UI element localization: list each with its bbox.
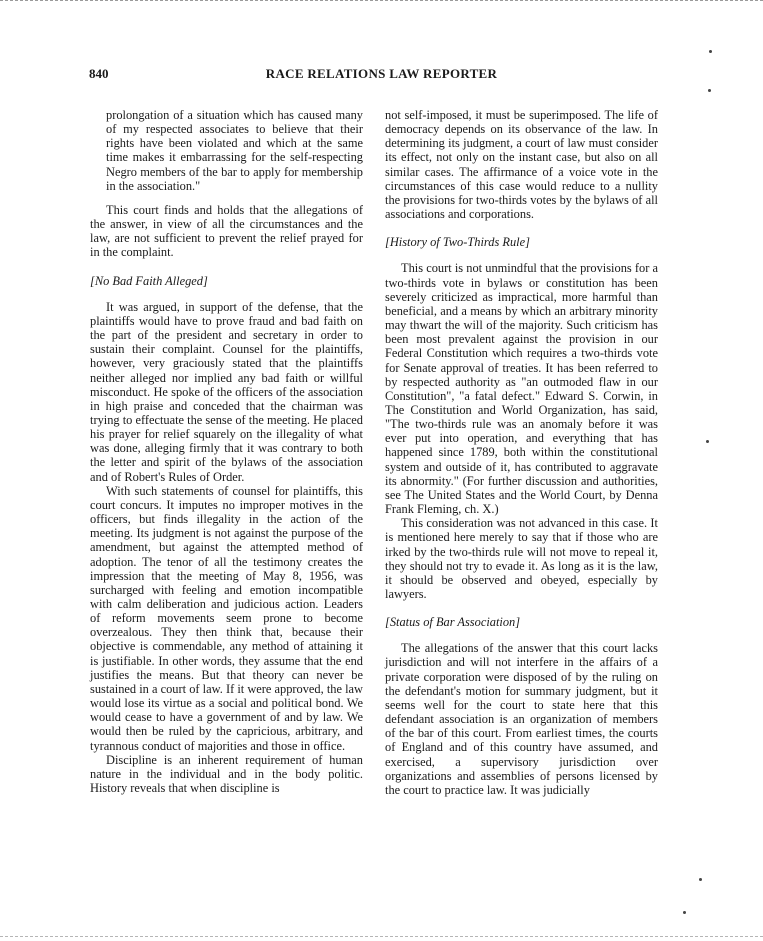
paragraph: Discipline is an inherent requirement of human nature in the individual and in the body politic. History reveals that when discipline is	[90, 752, 363, 796]
scan-speck	[683, 911, 686, 914]
scan-speck	[706, 440, 709, 443]
left-column	[90, 108, 363, 795]
page-number: 840	[89, 66, 109, 81]
top-scan-edge	[0, 0, 763, 4]
running-head: RACE RELATIONS LAW REPORTER	[265, 66, 498, 81]
paragraph: With such statements of counsel for plaintiffs, this court concurs. It imputes no improper motives in the officers, but finds illegality in the action of the meeting. Its judgment is not against the purpose of the amendment, but against the attempted method of adoption. The tenor of all the testimony creates the impression that the meeting of May 8, 1956, was surcharged with feeling and emotion incompatible with calm deliberation and judicious action. Leaders of reform movements seem prone to become overzealous. They then think that, because their objective is commendable, any method of attaining it is justifiable. In other words, they assume that the end justifies the means. But that theory can never be sustained in a court of law. If it were approved, the law would lose its virtue as a social and political bond. We would cease to have a government of and by law. We would then be ruled by the capricious, arbitrary, and tyrannous conduct of majorities and those in office.	[90, 483, 363, 753]
section-heading: [History of Two-Thirds Rule]	[385, 235, 530, 250]
scan-speck	[699, 878, 702, 881]
block-quote: prolongation of a situation which has caused many of my respected associates to believe that their rights have been violated and which at the same time makes it embarrassing for the self-respecting Negro members of the bar to apply for membership in the association."	[106, 108, 363, 193]
paragraph: This consideration was not advanced in this case. It is mentioned here merely to say that if those who are irked by the two-thirds rule will not move to repeal it, they should not try to evade it. As long as it is the law, it should be observed and obeyed, especially by lawyers.	[385, 516, 658, 601]
paragraph: It was argued, in support of the defense, that the plaintiffs would have to prove fraud and bad faith on the part of the president and secretary in order to sustain their complaint. Counsel for the plaintiffs, however, very graciously stated that the plaintiffs neither alleged nor implied any bad faith or willful misconduct. He spoke of the officers of the association in high praise and conceded that the chairman was trying to effectuate the sense of the meeting. He placed his prayer for relief squarely on the illegality of what was done, alleging firmly that it was contrary to both the letter and spirit of the bylaws of the association and of Robert's Rules of Order.	[90, 299, 363, 484]
scan-speck	[708, 89, 711, 92]
section-heading: [No Bad Faith Alleged]	[90, 273, 208, 288]
section-heading: [Status of Bar Association]	[385, 615, 521, 630]
scan-speck	[709, 50, 712, 53]
right-column	[385, 108, 658, 797]
paragraph: This court is not unmindful that the provisions for a two-thirds vote in bylaws or constitution has been severely criticized as impractical, more harmful than beneficial, and a means by which an arbitrary minority may thwart the will of the majority. Such criticism has been most prevalent against the provision in our Federal Constitution which requires a two-thirds vote for Senate approval of treaties. It has been referred to by respected authority as "an outmoded flaw in our Constitution", "a fatal defect." Edward S. Corwin, in The Constitution and World Organization, has said, "The two-thirds rule was an anomaly before it was ever put into operation, and everything that has happened since 1789, both within the constitutional system and outside of it, has contributed to aggravate its abnormity." (For further discussion and authorities, see The United States and the World Court, by Denna Frank Fleming, ch. X.)	[385, 261, 658, 517]
bottom-scan-edge	[0, 936, 763, 939]
paragraph: not self-imposed, it must be superimposed. The life of democracy depends on its observance of the law. In determining its judgment, a court of law must consider its effect, not only on the instant case, but also on all similar cases. The affirmance of a voice vote in the circumstances of this case would reduce to a nullity the provisions for two-thirds votes by the bylaws of all associations and corporations.	[385, 108, 658, 222]
paragraph: The allegations of the answer that this court lacks jurisdiction and will not interfere in the affairs of a private corporation were disposed of by the ruling on the defendant's motion for summary judgment, but it seems well for the court to state here that this defendant association is an organization of members of the bar of this court. From earliest times, the courts of England and of this country have assumed, and exercised, a supervisory jurisdiction over organizations and assemblies of persons licensed by the court to practice law. It was judicially	[385, 641, 658, 797]
paragraph: This court finds and holds that the allegations of the answer, in view of all the circumstances and the law, are not sufficient to prevent the relief prayed for in the complaint.	[90, 202, 363, 260]
